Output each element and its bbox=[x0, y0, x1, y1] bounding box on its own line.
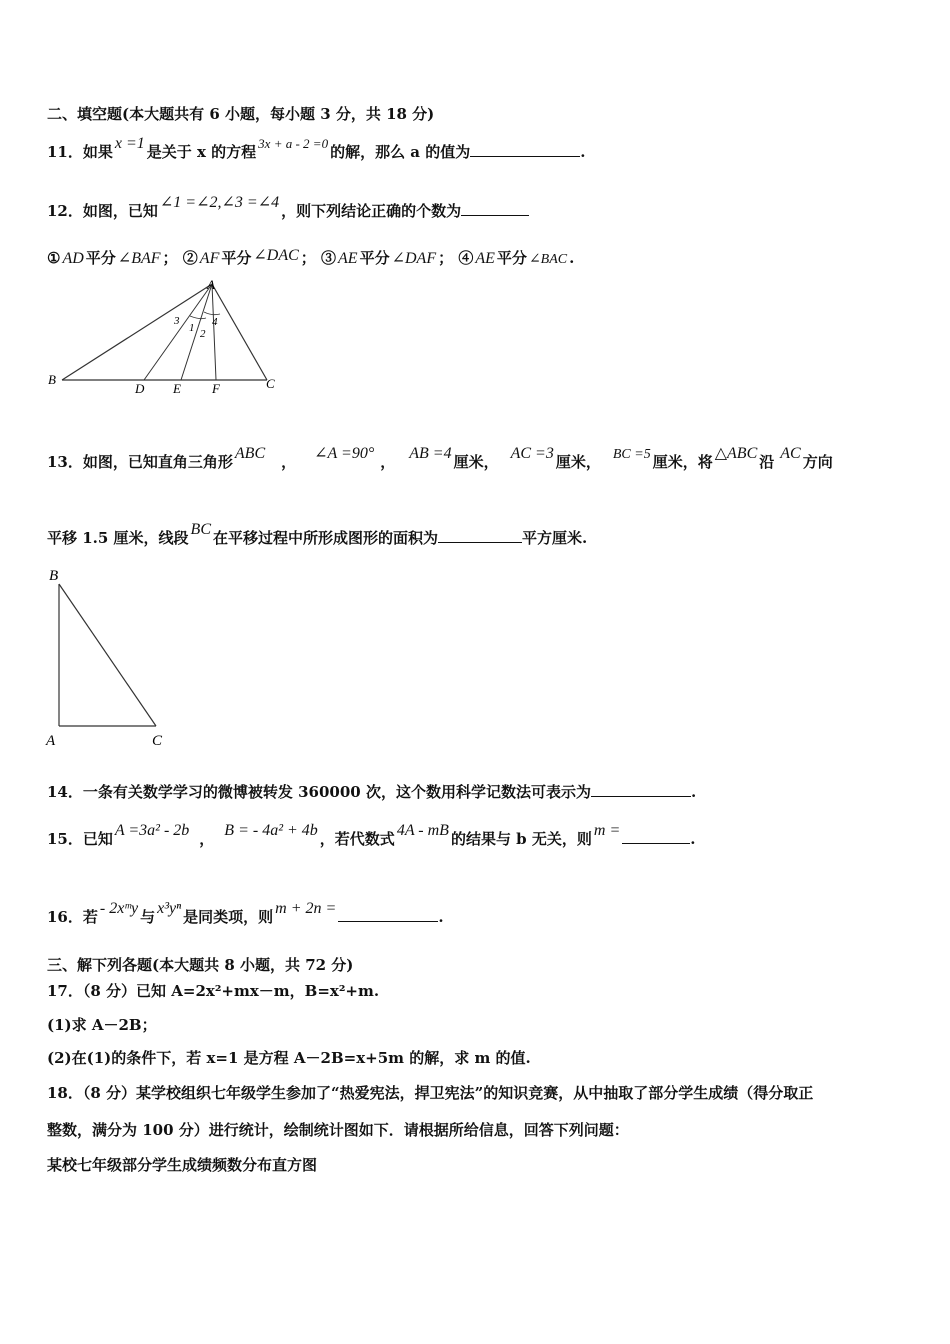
answer-blank-13[interactable] bbox=[438, 530, 522, 543]
label-f: F bbox=[212, 381, 220, 396]
label-e: E bbox=[173, 381, 181, 396]
label-c: C bbox=[152, 733, 163, 749]
answer-blank-11[interactable] bbox=[470, 144, 580, 157]
answer-blank-14[interactable] bbox=[591, 784, 691, 797]
question-16: 16．若 - 2xᵐy 与 x³yⁿ 是同类项，则 m + 2n = . bbox=[47, 900, 444, 926]
angle-arc-4 bbox=[204, 312, 220, 315]
label-c: C bbox=[266, 376, 275, 391]
question-17-part-2: (2)在(1)的条件下，若 x=1 是方程 A－2B=x+5m 的解，求 m 的值. bbox=[47, 1049, 531, 1067]
segment-ac bbox=[212, 284, 267, 380]
angle-arc-3 bbox=[190, 316, 206, 319]
label-a: A bbox=[46, 733, 56, 749]
question-12: 12．如图，已知 ∠1 =∠2,∠3 =∠4 ，则下列结论正确的个数为 bbox=[47, 200, 529, 221]
label-d: D bbox=[135, 381, 145, 396]
label-b: B bbox=[49, 568, 59, 584]
figure-triangle-abc-bisectors bbox=[40, 276, 290, 398]
label-b: B bbox=[48, 372, 56, 387]
question-13-line-1: 13．如图，已知直角三角形 ABC ， ∠A =90° ， AB =4 厘米， AC =3 厘米， BC =5 厘米，将 △ABC 沿 AC 方向 bbox=[47, 445, 833, 471]
label-angle-1: 1 bbox=[189, 322, 195, 334]
question-12-options: ① AD 平分 ∠BAF ； ② AF 平分 ∠DAC ； ③ AE 平分 ∠DAF ； ④ AE 平分 ∠BAC . bbox=[47, 247, 575, 267]
label-angle-3: 3 bbox=[174, 315, 180, 327]
figure-right-triangle-abc bbox=[40, 564, 180, 750]
question-11: 11．如果 x =1 是关于 x 的方程 3x + a - 2 =0 的解，那么 a 的值为 . bbox=[47, 135, 586, 161]
answer-blank-16[interactable] bbox=[338, 909, 438, 922]
answer-blank-15[interactable] bbox=[622, 831, 690, 844]
question-14: 14．一条有关数学学习的微博被转发 360000 次，这个数用科学记数法可表示为 . bbox=[47, 783, 697, 801]
question-17-part-1: (1)求 A－2B； bbox=[47, 1016, 157, 1034]
histogram-title: 某校七年级部分学生成绩频数分布直方图 bbox=[47, 1156, 318, 1174]
label-angle-4: 4 bbox=[212, 316, 218, 328]
question-18-line-2: 整数，满分为 100 分）进行统计，绘制统计图如下．请根据所给信息，回答下列问题： bbox=[47, 1121, 629, 1139]
question-17-statement: 17．（8 分）已知 A=2x²+mx－m，B=x²+m. bbox=[47, 982, 380, 1000]
section-2-heading: 二、填空题(本大题共有 6 小题，每小题 3 分，共 18 分) bbox=[47, 105, 435, 123]
segment-bc bbox=[59, 584, 156, 726]
segment-af bbox=[212, 284, 216, 380]
label-angle-2: 2 bbox=[200, 328, 206, 340]
section-3-heading: 三、解下列各题(本大题共 8 小题，共 72 分) bbox=[47, 956, 354, 974]
answer-blank-12[interactable] bbox=[461, 203, 529, 216]
label-a: A bbox=[207, 277, 215, 292]
question-18-line-1: 18．（8 分）某学校组织七年级学生参加了“热爱宪法，捍卫宪法”的知识竞赛，从中抽取了部分学生成绩（得分取正 bbox=[47, 1084, 814, 1102]
question-15: 15．已知 A =3a² - 2b ， B = - 4a² + 4b ，若代数式 4A - mB 的结果与 b 无关，则 m = . bbox=[47, 822, 696, 848]
question-13-line-2: 平移 1.5 厘米，线段 BC 在平移过程中所形成图形的面积为 平方厘米. bbox=[47, 521, 588, 547]
segment-ae bbox=[181, 284, 212, 380]
